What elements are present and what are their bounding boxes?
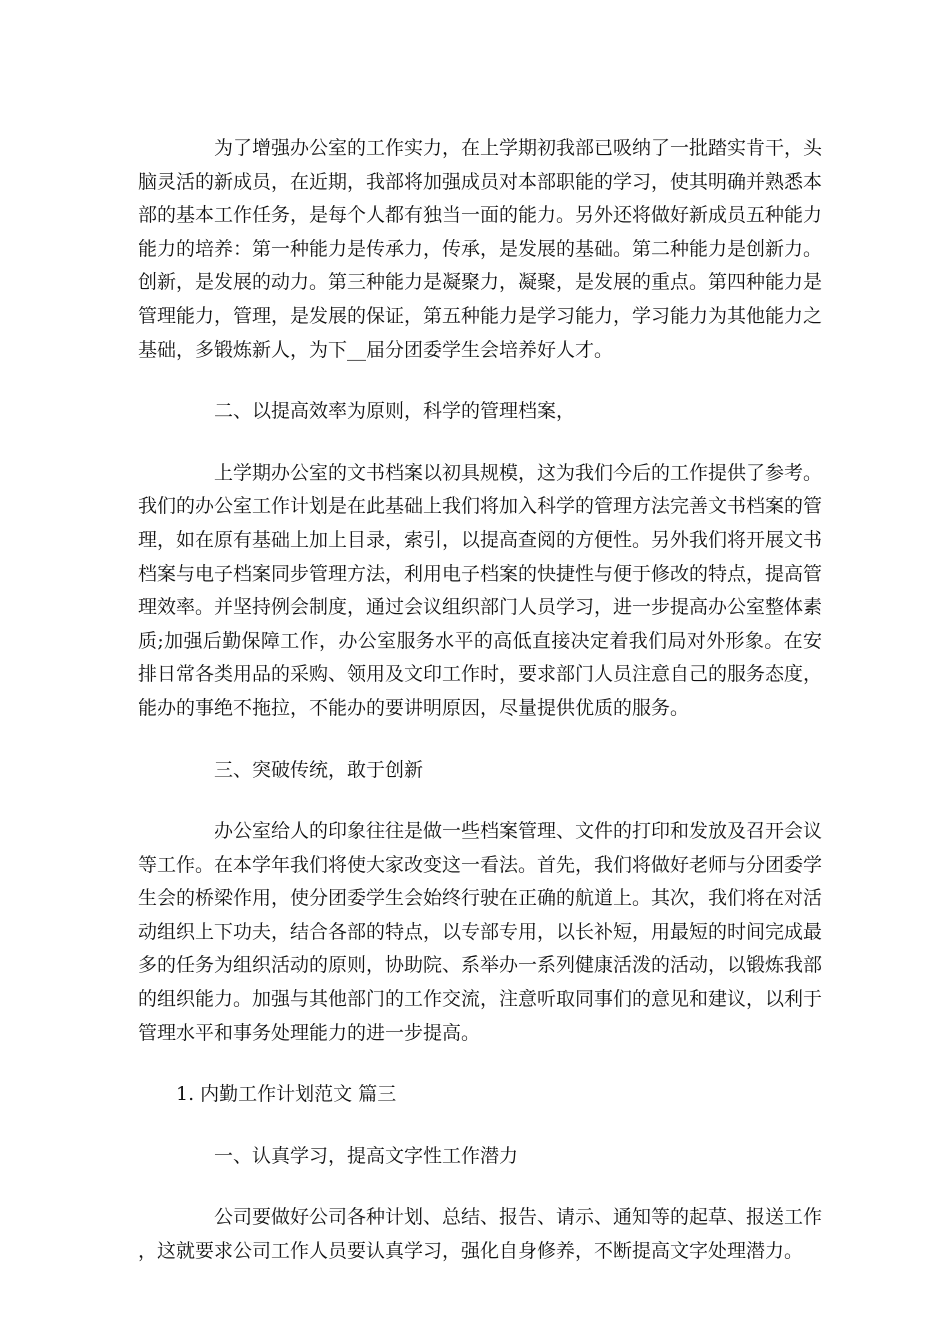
paragraph-archives-management: 上学期办公室的文书档案以初具规模，这为我们今后的工作提供了参考。我们的办公室工作计划是在此基础上我们将加入科学的管理方法完善文书档案的管理，如在原有基础上加上目录，索引，以提高查阅的方便性。另外我们将开展文书档案与电子档案同步管理方法，利用电子档案的快捷性与便于修改的特点，提高管理效率。并坚持例会制度，通过会议组织部门人员学习，进一步提高办公室整体素质;加强后勤保障工作，办公室服务水平的高低直接决定着我们局对外形象。在安排日常各类用品的采购、领用及文印工作时，要求部门人员注意自己的服务态度，能办的事绝不拖拉，不能办的要讲明原因，尽量提供优质的服务。	[138, 461, 823, 719]
paragraph-gap	[138, 787, 822, 815]
paragraph-innovation: 办公室给人的印象往往是做一些档案管理、文件的打印和发放及召开会议等工作。在本学年我们将使大家改变这一看法。首先，我们将做好老师与分团委学生会的桥梁作用，使分团委学生会始终行驶在正确的航道上。其次，我们将在对活动组织上下功夫，结合各部的特点，以专部专用，以长补短，用最短的时间完成最多的任务为组织活动的原则，协助院、系举办一系列健康活泼的活动，以锻炼我部的组织能力。加强与其他部门的工作交流，注意听取同事们的意见和建议，以利于管理水平和事务处理能力的进一步提高。	[138, 820, 823, 1044]
paragraph-gap	[138, 429, 822, 457]
section-heading-study: 一、认真学习，提高文字性工作潜力	[214, 1144, 519, 1167]
paragraph-gap	[138, 1050, 822, 1078]
numbered-heading-part-three: 1. 内勤工作计划范文 篇三	[176, 1083, 397, 1106]
paragraph-gap	[138, 1173, 822, 1201]
paragraph-gap	[138, 1112, 822, 1140]
section-heading-innovation: 三、突破传统，敢于创新	[214, 758, 424, 781]
paragraph-gap	[138, 726, 822, 754]
paragraph-writing-skills: 公司要做好公司各种计划、总结、报告、请示、通知等的起草、报送工作，这就要求公司工作人员要认真学习，强化自身修养，不断提高文字处理潜力。	[138, 1206, 823, 1263]
document-body	[138, 132, 822, 1269]
paragraph-staff-development: 为了增强办公室的工作实力，在上学期初我部已吸纳了一批踏实肯干，头脑灵活的新成员，在近期，我部将加强成员对本部职能的学习，使其明确并熟悉本部的基本工作任务，是每个人都有独当一面的能力。另外还将做好新成员五种能力能力的培养：第一种能力是传承力，传承，是发展的基础。第二种能力是创新力。创新，是发展的动力。第三种能力是凝聚力，凝聚，是发展的重点。第四种能力是管理能力，管理，是发展的保证，第五种能力是学习能力，学习能力为其他能力之基础，多锻炼新人，为下__届分团委学生会培养好人才。	[138, 137, 823, 361]
section-heading-archives: 二、以提高效率为原则，科学的管理档案，	[214, 400, 576, 423]
paragraph-gap	[138, 367, 822, 395]
